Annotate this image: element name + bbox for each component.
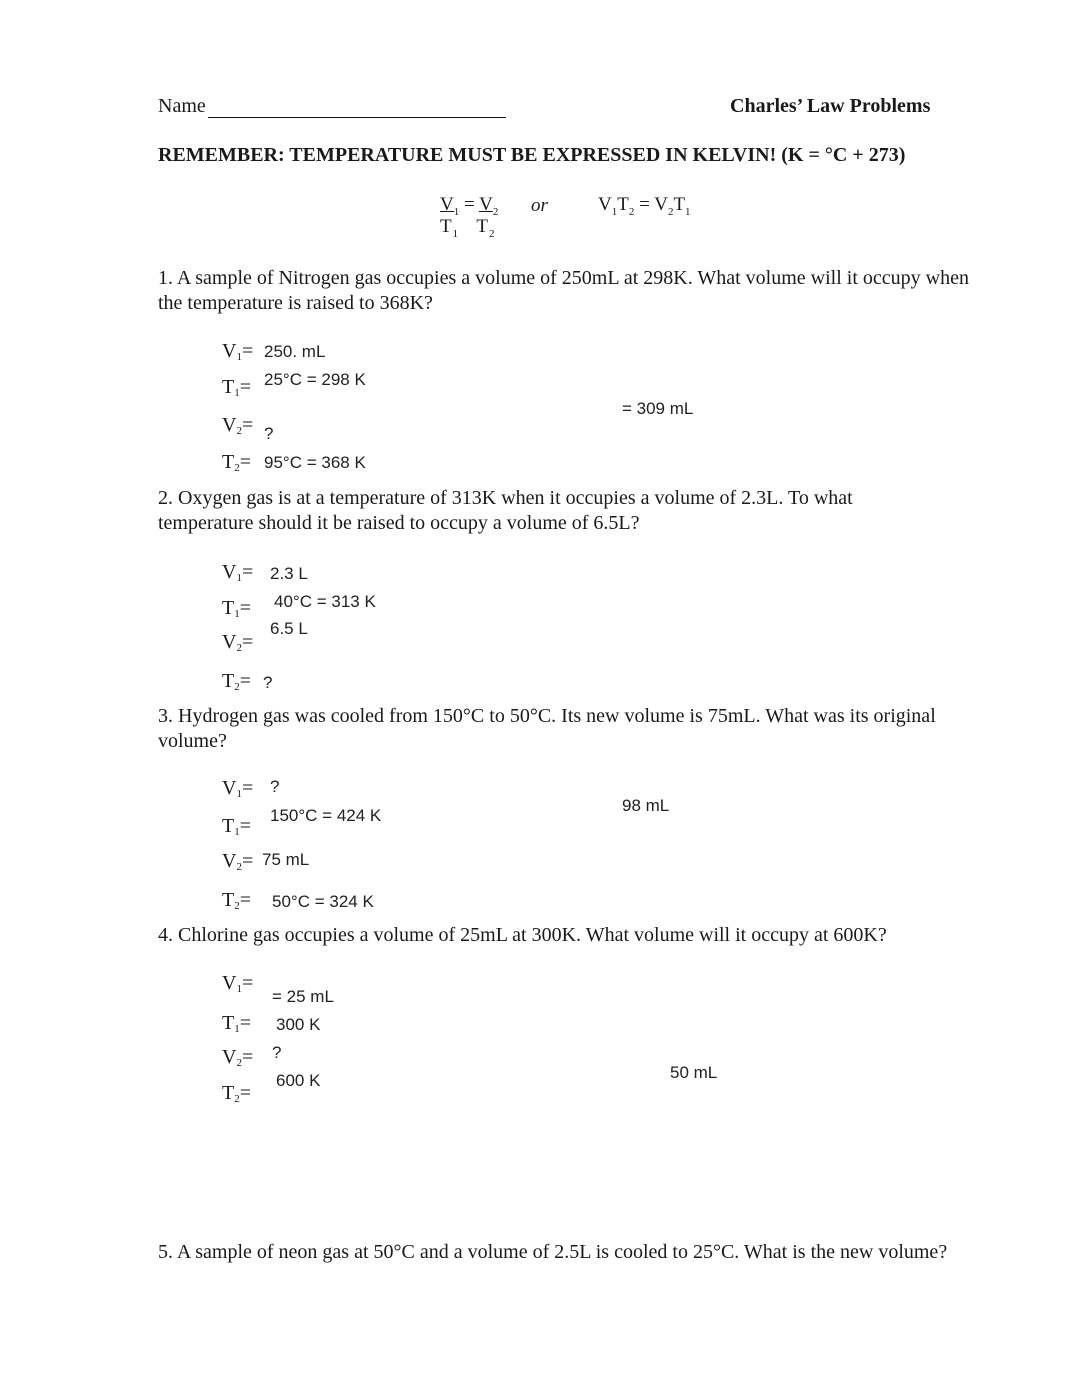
p3-t1-value: 150°C = 424 K — [270, 806, 382, 825]
p4-t1-label: $T_1=$ — [222, 1012, 251, 1035]
remember-note: REMEMBER: TEMPERATURE MUST BE EXPRESSED IN KELVIN! (K = °C + 273) — [158, 144, 906, 166]
problem-2-text: 2. Oxygen gas is at a temperature of 313K when it occupies a volume of 2.3L. To what temperature should it be raised to occupy a volume of 6.5L? — [158, 487, 853, 534]
p3-t2-value: 50°C = 324 K — [272, 892, 374, 911]
p4-t1-value: 300 K — [276, 1015, 321, 1034]
problem-1-text: 1. A sample of Nitrogen gas occupies a volume of 250mL at 298K. What volume will it occupy when the temperature is raised to 368K? — [158, 267, 969, 314]
p3-t2-label: $T_2=$ — [222, 889, 251, 912]
p1-t2-value: 95°C = 368 K — [264, 453, 366, 472]
p1-t2-label: $T_2=$ — [222, 451, 251, 474]
name-label: Name — [158, 95, 206, 117]
p4-v1-value: = 25 mL — [272, 987, 334, 1006]
problem-3-text: 3. Hydrogen gas was cooled from 150°C to 50°C. Its new volume is 75mL. What was its original volume? — [158, 705, 936, 752]
p4-t2-value: 600 K — [276, 1071, 321, 1090]
charles-law-denominators: $T_1$ $T_2$ — [440, 216, 496, 240]
p2-v1-value: 2.3 L — [270, 564, 308, 583]
p3-v1-value: ? — [270, 777, 280, 796]
p4-answer: 50 mL — [670, 1063, 718, 1082]
p2-v2-value: 6.5 L — [270, 619, 308, 638]
worksheet-title: Charles’ Law Problems — [730, 95, 931, 117]
charles-law-cross-formula: $V_1T_2 = V_2T_1$ — [598, 194, 691, 218]
p4-v2-value: ? — [272, 1043, 282, 1062]
p3-answer: 98 mL — [622, 796, 670, 815]
p1-answer: = 309 mL — [622, 399, 694, 418]
p1-v1-label: $V_1=$ — [222, 340, 254, 363]
p4-t2-label: $T_2=$ — [222, 1082, 251, 1105]
p3-v1-label: $V_1=$ — [222, 777, 254, 800]
p3-v2-value: 75 mL — [262, 850, 310, 869]
charles-law-fraction-formula: $V_1 = V_2$ — [440, 194, 499, 218]
problem-4-text: 4. Chlorine gas occupies a volume of 25mL at 300K. What volume will it occupy at 600K? — [158, 924, 887, 946]
p1-v1-value: 250. mL — [264, 342, 326, 361]
p2-t1-value: 40°C = 313 K — [274, 592, 376, 611]
problem-5-text: 5. A sample of neon gas at 50°C and a volume of 2.5L is cooled to 25°C. What is the new volume? — [158, 1241, 948, 1263]
formula-or: or — [531, 195, 548, 216]
p2-v1-label: $V_1=$ — [222, 561, 254, 584]
p4-v1-label: $V_1=$ — [222, 972, 254, 995]
p1-v2-label: $V_2=$ — [222, 414, 254, 437]
p1-v2-value: ? — [264, 424, 274, 443]
p3-t1-label: $T_1=$ — [222, 815, 251, 838]
p2-t1-label: $T_1=$ — [222, 597, 251, 620]
p1-t1-label: $T_1=$ — [222, 376, 251, 399]
p2-t2-label: $T_2=$ — [222, 670, 251, 693]
p1-t1-value: 25°C = 298 K — [264, 370, 366, 389]
name-blank-line — [208, 117, 506, 118]
p2-t2-value: ? — [263, 673, 273, 692]
p3-v2-label: $V_2=$ — [222, 850, 254, 873]
p2-v2-label: $V_2=$ — [222, 631, 254, 654]
p4-v2-label: $V_2=$ — [222, 1046, 254, 1069]
